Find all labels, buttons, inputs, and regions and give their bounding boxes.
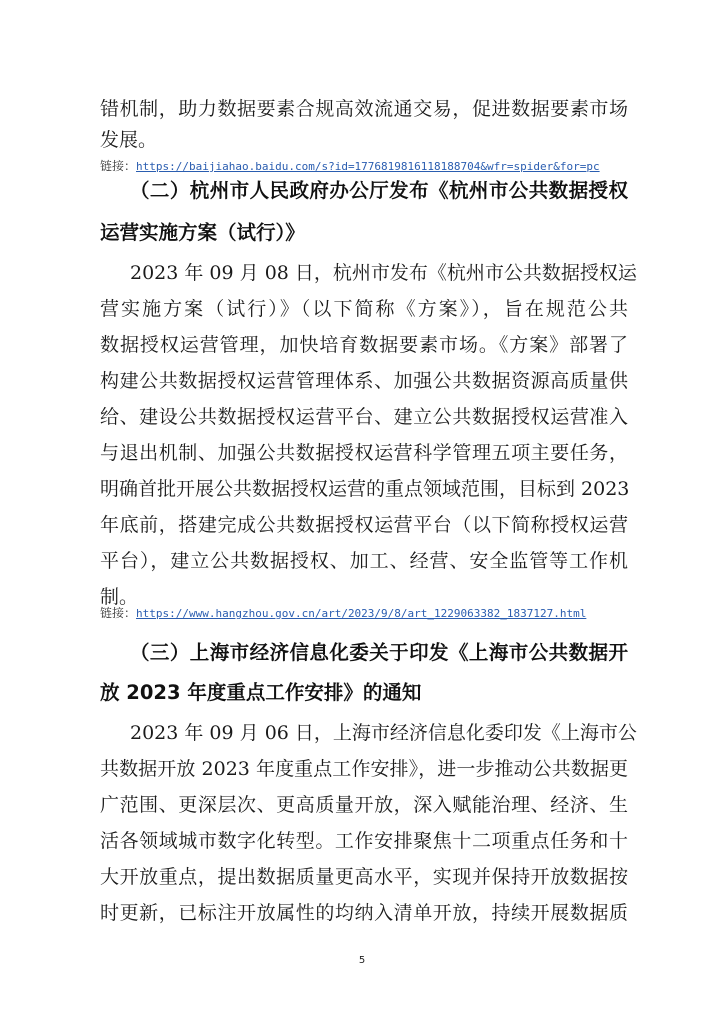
section-3-para-line: 大开放重点，提出数据质量更高水平，实现并保持开放数据按 <box>100 866 628 888</box>
section-3-heading-line-1: （三）上海市经济信息化委关于印发《上海市公共数据开 <box>130 641 628 664</box>
section-2-para-line: 明确首批开展公共数据授权运营的重点领域范围，目标到 2023 <box>100 478 630 500</box>
section-2-para-line: 营实施方案（试行）》（以下简称《方案》），旨在规范公共 <box>100 298 628 320</box>
section-3-para-line: 共数据开放 2023 年度重点工作安排》，进一步推动公共数据更 <box>100 758 628 780</box>
section-3-para-line: 活各领域城市数字化转型。工作安排聚焦十二项重点任务和十 <box>100 830 628 852</box>
section-2-para-line: 2023 年 09 月 08 日，杭州市发布《杭州市公共数据授权运 <box>130 262 637 284</box>
link-label: 链接： <box>100 159 137 173</box>
section-3-para-line: 广范围、更深层次、更高质量开放，深入赋能治理、经济、生 <box>100 794 628 816</box>
section-3-heading-line-2: 放 2023 年度重点工作安排》的通知 <box>100 681 422 704</box>
section-2-heading-line-2: 运营实施方案（试行）》 <box>100 221 305 244</box>
section-2-para-line: 构建公共数据授权运营管理体系、加强公共数据资源高质量供 <box>100 370 628 392</box>
link-label: 链接： <box>100 606 137 620</box>
section-2-para-line: 给、建设公共数据授权运营平台、建立公共数据授权运营准入 <box>100 406 628 428</box>
section-2-para-line: 年底前，搭建完成公共数据授权运营平台（以下简称授权运营 <box>100 514 628 536</box>
intro-line-1: 错机制，助力数据要素合规高效流通交易，促进数据要素市场 <box>100 98 628 120</box>
section-2-para-line: 数据授权运营管理，加快培育数据要素市场。《方案》部署了 <box>100 334 628 356</box>
section-2-link[interactable]: https://www.hangzhou.gov.cn/art/2023/9/8/art_1229063382_1837127.html <box>136 607 587 620</box>
intro-link[interactable]: https://baijiahao.baidu.com/s?id=1776819816118188704&wfr=spider&for=pc <box>136 160 600 173</box>
section-2-link-line <box>100 606 586 621</box>
section-2-para-line: 制。 <box>100 586 139 608</box>
intro-link-line <box>100 159 600 174</box>
section-2-para-line: 与退出机制、加强公共数据授权运营科学管理五项主要任务， <box>100 442 628 464</box>
section-3-para-line: 时更新，已标注开放属性的均纳入清单开放，持续开展数据质 <box>100 902 628 924</box>
section-3-para-line: 2023 年 09 月 06 日，上海市经济信息化委印发《上海市公 <box>130 722 637 744</box>
section-2-heading-line-1: （二）杭州市人民政府办公厅发布《杭州市公共数据授权 <box>130 179 628 202</box>
section-2-para-line: 平台），建立公共数据授权、加工、经营、安全监管等工作机 <box>100 550 628 572</box>
page-number: 5 <box>358 955 366 966</box>
intro-line-2: 发展。 <box>100 129 158 151</box>
